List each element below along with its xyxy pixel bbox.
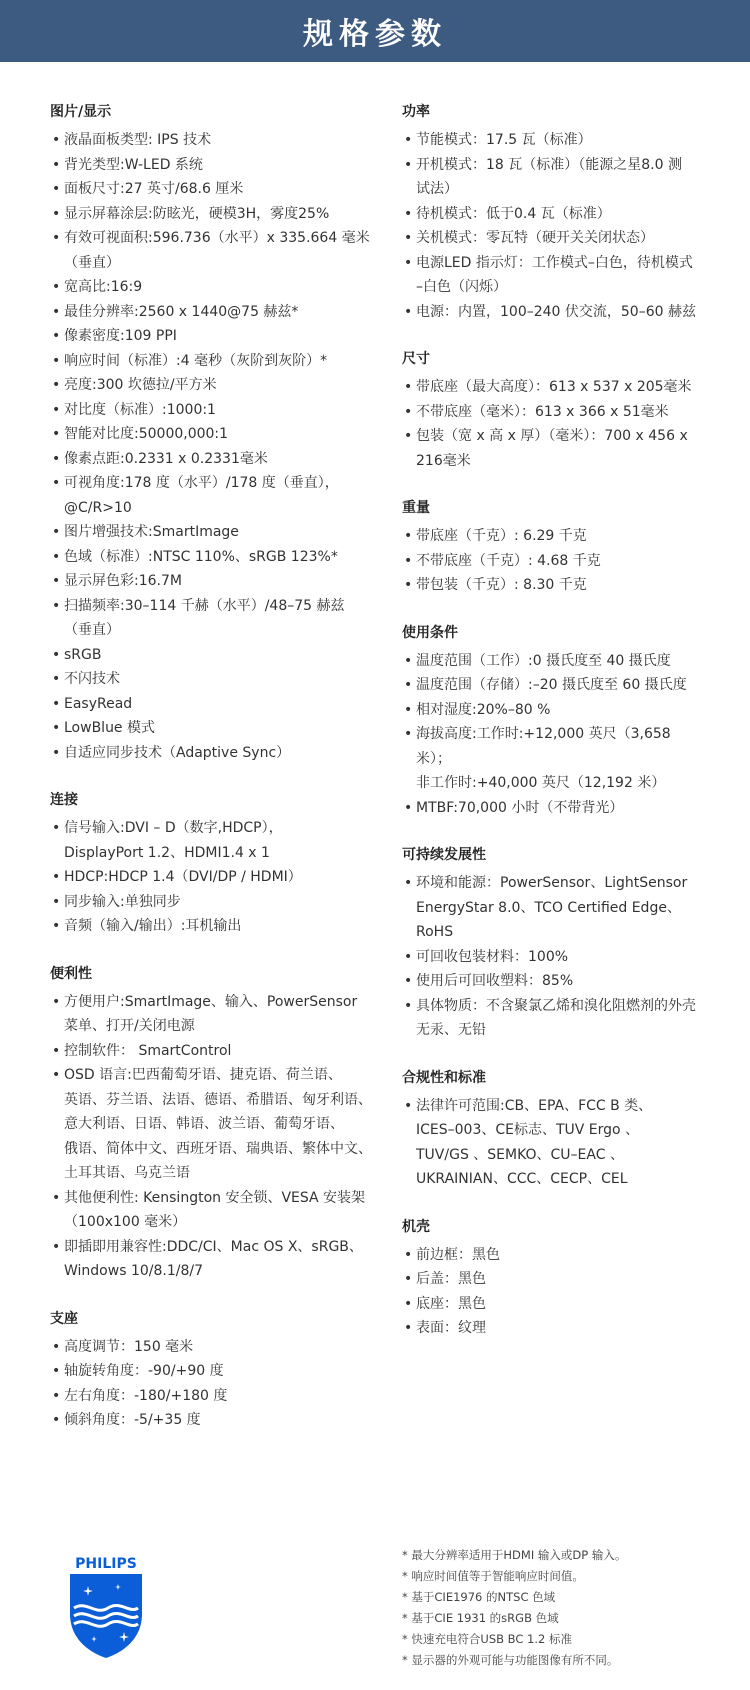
spec-item bbox=[50, 1335, 375, 1360]
spec-item bbox=[50, 520, 375, 545]
spec-list bbox=[402, 871, 702, 1043]
spec-item-text: • 不带底座（毫米）：613 x 366 x 51毫米 bbox=[416, 403, 669, 420]
spec-item-text: • 关机模式：零瓦特（硬开关关闭状态） bbox=[416, 230, 654, 246]
spec-item-text: • 电源LED 指示灯：工作模式–白色，待机模式 bbox=[416, 254, 693, 271]
spec-column-right bbox=[402, 100, 702, 1364]
spec-item-text: • 宽高比:16:9 bbox=[64, 279, 143, 295]
spec-list bbox=[50, 816, 375, 939]
spec-list bbox=[402, 524, 702, 598]
spec-item bbox=[50, 1408, 375, 1433]
spec-item bbox=[50, 447, 375, 472]
spec-item-text: • 色域（标准）:NTSC 110%、sRGB 123%* bbox=[64, 548, 338, 565]
section-title: 便利性 bbox=[50, 965, 92, 982]
spec-item bbox=[50, 1359, 375, 1384]
spec-item-text: • 使用后可回收塑料：85% bbox=[416, 973, 574, 989]
spec-item bbox=[50, 398, 375, 423]
spec-item bbox=[50, 865, 375, 890]
spec-item-text: • 法律许可范围:CB、EPA、FCC B 类、 bbox=[416, 1097, 653, 1114]
spec-list bbox=[50, 128, 375, 765]
spec-item-text: • 后盖：黑色 bbox=[416, 1271, 486, 1287]
spec-item bbox=[402, 1243, 702, 1268]
spec-item bbox=[50, 349, 375, 374]
spec-item-text: • 可视角度:178 度（水平）/178 度（垂直）， bbox=[64, 475, 339, 491]
section-title: 连接 bbox=[50, 792, 78, 808]
spec-item bbox=[402, 722, 702, 796]
spec-item-text: • 控制软件： SmartControl bbox=[64, 1042, 232, 1059]
footnotes bbox=[402, 1545, 722, 1671]
spec-item bbox=[402, 128, 702, 153]
spec-section bbox=[402, 1066, 702, 1192]
spec-item-text: • 带底座（最大高度）：613 x 537 x 205毫米 bbox=[416, 379, 692, 395]
spec-item-text: （100x100 毫米） bbox=[64, 1214, 187, 1230]
spec-item bbox=[50, 1186, 375, 1235]
footnote: * 快速充电符合USB BC 1.2 标准 bbox=[402, 1632, 572, 1646]
spec-item-text: （垂直） bbox=[64, 622, 120, 638]
spec-item-text: • 亮度:300 坎德拉/平方米 bbox=[64, 377, 217, 393]
spec-list bbox=[50, 990, 375, 1284]
spec-item-text: • sRGB bbox=[64, 646, 102, 663]
spec-item-text: • 温度范围（存储）:–20 摄氏度至 60 摄氏度 bbox=[416, 677, 687, 693]
spec-item-text: • 可回收包装材料：100% bbox=[416, 948, 569, 965]
spec-item bbox=[50, 594, 375, 643]
spec-item bbox=[50, 545, 375, 570]
spec-item-text: TUV/GS 、SEMKO、CU–EAC 、 bbox=[416, 1146, 624, 1163]
spec-item-text: • 表面：纹理 bbox=[416, 1320, 486, 1336]
spec-item bbox=[50, 202, 375, 227]
spec-item bbox=[50, 692, 375, 717]
spec-section bbox=[402, 100, 702, 324]
spec-section bbox=[402, 496, 702, 598]
spec-item-text: • 不带底座（千克）: 4.68 千克 bbox=[416, 552, 601, 569]
spec-item-text: • 包装（宽 x 高 x 厚）（毫米）：700 x 456 x bbox=[416, 428, 688, 444]
spec-item-text: • 智能对比度:50000,000:1 bbox=[64, 426, 229, 442]
spec-item bbox=[50, 990, 375, 1039]
spec-item-text: • OSD 语言:巴西葡萄牙语、捷克语、荷兰语、 bbox=[64, 1067, 342, 1083]
spec-item bbox=[402, 153, 702, 202]
spec-item-text: （垂直） bbox=[64, 254, 120, 271]
spec-item bbox=[50, 153, 375, 178]
philips-brand-text: PHILIPS bbox=[75, 1556, 137, 1572]
spec-item bbox=[50, 324, 375, 349]
spec-item-text: 英语、芬兰语、法语、德语、希腊语、匈牙利语、 bbox=[64, 1091, 372, 1108]
spec-item-text: • 带包装（千克）: 8.30 千克 bbox=[416, 577, 587, 593]
spec-item-text: • 像素密度:109 PPI bbox=[64, 328, 177, 344]
section-title: 支座 bbox=[50, 1310, 78, 1327]
spec-item-text: • 音频（输入/输出）:耳机输出 bbox=[64, 918, 242, 934]
spec-item-text: • 自适应同步技术（Adaptive Sync） bbox=[64, 744, 291, 761]
spec-item-text: • 对比度（标准）:1000:1 bbox=[64, 401, 216, 418]
spec-item-text: • 温度范围（工作）:0 摄氏度至 40 摄氏度 bbox=[416, 652, 671, 669]
spec-item bbox=[50, 226, 375, 275]
spec-item bbox=[402, 524, 702, 549]
spec-item bbox=[50, 716, 375, 741]
spec-item-text: DisplayPort 1.2、HDMI1.4 x 1 bbox=[64, 844, 270, 861]
section-title: 重量 bbox=[402, 500, 430, 516]
spec-item bbox=[402, 969, 702, 994]
spec-item bbox=[402, 375, 702, 400]
spec-item-text: • 其他便利性: Kensington 安全锁、VESA 安装架 bbox=[64, 1189, 366, 1206]
spec-item-text: 俄语、简体中文、西班牙语、瑞典语、繁体中文、 bbox=[64, 1140, 372, 1157]
spec-item-text: • 像素点距:0.2331 x 0.2331毫米 bbox=[64, 450, 268, 467]
spec-item bbox=[402, 202, 702, 227]
spec-item-text: • 同步输入:单独同步 bbox=[64, 893, 181, 910]
spec-item bbox=[50, 1384, 375, 1409]
spec-item bbox=[402, 300, 702, 325]
spec-item bbox=[402, 1267, 702, 1292]
spec-item-text: • 信号输入:DVI – D（数字,HDCP）， bbox=[64, 820, 283, 836]
spec-item-text: • 显示屏色彩:16.7M bbox=[64, 573, 182, 589]
spec-item bbox=[402, 424, 702, 473]
section-title: 合规性和标准 bbox=[402, 1069, 486, 1086]
spec-item bbox=[402, 251, 702, 300]
spec-list bbox=[402, 128, 702, 324]
spec-item-text: 意大利语、日语、韩语、波兰语、葡萄牙语、 bbox=[64, 1116, 344, 1132]
spec-item bbox=[50, 643, 375, 668]
spec-item bbox=[402, 698, 702, 723]
spec-section bbox=[402, 621, 702, 821]
spec-item-text: 土耳其语、乌克兰语 bbox=[64, 1165, 190, 1181]
spec-item-text: • 具体物质：不含聚氯乙烯和溴化阻燃剂的外壳 bbox=[416, 997, 696, 1014]
section-title: 图片/显示 bbox=[50, 104, 112, 120]
spec-item bbox=[50, 1063, 375, 1186]
spec-item bbox=[50, 373, 375, 398]
spec-item-text: UKRAINIAN、CCC、CECP、CEL bbox=[416, 1171, 628, 1187]
spec-item-text: • LowBlue 模式 bbox=[64, 720, 155, 736]
spec-item bbox=[50, 1039, 375, 1064]
spec-item-text: • 背光类型:W-LED 系统 bbox=[64, 156, 203, 173]
spec-item-text: • 响应时间（标准）:4 毫秒（灰阶到灰阶）* bbox=[64, 352, 328, 369]
section-title: 尺寸 bbox=[402, 351, 430, 367]
spec-list bbox=[50, 1335, 375, 1433]
spec-item bbox=[402, 945, 702, 970]
section-title: 机壳 bbox=[402, 1218, 430, 1235]
spec-item-text: • 带底座（千克）: 6.29 千克 bbox=[416, 528, 587, 544]
spec-item-text: • 前边框：黑色 bbox=[416, 1246, 500, 1263]
footnote: * 响应时间值等于智能响应时间值。 bbox=[402, 1569, 584, 1583]
spec-item-text: • 扫描频率:30–114 千赫（水平）/48–75 赫兹 bbox=[64, 597, 345, 614]
spec-item-text: • 有效可视面积:596.736（水平）x 335.664 毫米 bbox=[64, 230, 370, 246]
spec-section bbox=[50, 100, 375, 765]
spec-item-text: • 方便用户:SmartImage、输入、PowerSensor bbox=[64, 993, 358, 1010]
spec-item bbox=[50, 471, 375, 520]
spec-item bbox=[402, 673, 702, 698]
spec-item-text: RoHS bbox=[416, 924, 454, 940]
spec-item-text: • 相对湿度:20%–80 % bbox=[416, 701, 551, 718]
spec-item-text: 试法） bbox=[416, 181, 458, 197]
footnote: * 基于CIE1976 的NTSC 色域 bbox=[402, 1590, 556, 1604]
section-title: 功率 bbox=[402, 104, 430, 120]
spec-item bbox=[50, 177, 375, 202]
spec-item-text: 无汞、无铅 bbox=[416, 1022, 486, 1038]
spec-item bbox=[402, 649, 702, 674]
spec-item-text: • 最佳分辨率:2560 x 1440@75 赫兹* bbox=[64, 303, 299, 320]
spec-list bbox=[402, 375, 702, 473]
spec-column-left bbox=[50, 100, 375, 1456]
spec-item bbox=[402, 1316, 702, 1341]
spec-item bbox=[50, 275, 375, 300]
spec-section bbox=[402, 843, 702, 1043]
spec-section bbox=[50, 788, 375, 939]
spec-item-text: • 待机模式：低于0.4 瓦（标准） bbox=[416, 205, 611, 222]
spec-item-text: 非工作时:+40,000 英尺（12,192 米） bbox=[416, 775, 666, 791]
footnote: * 显示器的外观可能与功能图像有所不同。 bbox=[402, 1653, 619, 1667]
spec-item-text: • 海拔高度:工作时:+12,000 英尺（3,658米）； bbox=[416, 726, 671, 767]
footnote: * 最大分辨率适用于HDMI 输入或DP 输入。 bbox=[402, 1548, 627, 1562]
spec-item-text: • 电源：内置，100–240 伏交流，50–60 赫兹 bbox=[416, 303, 696, 320]
spec-item bbox=[402, 549, 702, 574]
section-title: 使用条件 bbox=[402, 624, 458, 641]
spec-item bbox=[50, 816, 375, 865]
spec-item bbox=[50, 300, 375, 325]
spec-item-text: • 环境和能源：PowerSensor、LightSensor bbox=[416, 875, 688, 891]
spec-item bbox=[50, 890, 375, 915]
spec-item bbox=[402, 573, 702, 598]
spec-item bbox=[50, 128, 375, 153]
spec-item-text: Windows 10/8.1/8/7 bbox=[64, 1263, 203, 1279]
spec-item-text: • 开机模式：18 瓦（标准）（能源之星8.0 测 bbox=[416, 156, 682, 173]
spec-item bbox=[402, 796, 702, 821]
philips-shield-logo bbox=[66, 1552, 146, 1660]
spec-item-text: • MTBF:70,000 小时（不带背光） bbox=[416, 799, 624, 816]
spec-item-text: ICES–003、CE标志、TUV Ergo 、 bbox=[416, 1122, 640, 1138]
spec-item bbox=[50, 569, 375, 594]
spec-list bbox=[402, 1243, 702, 1341]
spec-item-text: EnergyStar 8.0、TCO Certified Edge、 bbox=[416, 899, 681, 916]
spec-section bbox=[402, 1215, 702, 1341]
page-header bbox=[0, 0, 750, 62]
spec-section bbox=[402, 347, 702, 473]
spec-item-text: • HDCP:HDCP 1.4（DVI/DP / HDMI） bbox=[64, 869, 302, 885]
spec-item-text: • 节能模式：17.5 瓦（标准） bbox=[416, 132, 592, 148]
spec-item bbox=[50, 422, 375, 447]
spec-list bbox=[402, 1094, 702, 1192]
spec-item-text: • 不闪技术 bbox=[64, 671, 120, 687]
spec-item-text: • 左右角度：-180/+180 度 bbox=[64, 1387, 228, 1404]
section-title: 可持续发展性 bbox=[402, 847, 486, 863]
spec-item-text: • 图片增强技术:SmartImage bbox=[64, 524, 239, 540]
page-title: 规格参数 bbox=[303, 17, 447, 52]
spec-item-text: • EasyRead bbox=[64, 695, 133, 712]
spec-item bbox=[402, 1094, 702, 1192]
spec-item-text: • 轴旋转角度：-90/+90 度 bbox=[64, 1363, 224, 1379]
spec-item bbox=[50, 914, 375, 939]
spec-section bbox=[50, 962, 375, 1284]
spec-item-text: • 即插即用兼容性:DDC/CI、Mac OS X、sRGB、 bbox=[64, 1238, 363, 1255]
spec-item-text: • 倾斜角度：-5/+35 度 bbox=[64, 1412, 201, 1428]
footnote: * 基于CIE 1931 的sRGB 色域 bbox=[402, 1611, 559, 1625]
spec-item bbox=[50, 667, 375, 692]
spec-item-text: • 显示屏幕涂层:防眩光，硬模3H，雾度25% bbox=[64, 205, 330, 222]
spec-item-text: @C/R>10 bbox=[64, 499, 132, 516]
spec-item bbox=[402, 871, 702, 945]
spec-item-text: –白色（闪烁） bbox=[416, 279, 507, 295]
spec-item-text: 216毫米 bbox=[416, 452, 471, 469]
spec-item-text: • 液晶面板类型: IPS 技术 bbox=[64, 132, 212, 148]
spec-item-text: • 底座：黑色 bbox=[416, 1295, 486, 1312]
spec-item bbox=[50, 741, 375, 766]
spec-list bbox=[402, 649, 702, 821]
spec-item-text: • 高度调节：150 毫米 bbox=[64, 1338, 194, 1355]
spec-item-text: 菜单、打开/关闭电源 bbox=[64, 1018, 195, 1034]
spec-section bbox=[50, 1307, 375, 1433]
spec-item bbox=[402, 226, 702, 251]
spec-item bbox=[50, 1235, 375, 1284]
spec-item bbox=[402, 1292, 702, 1317]
spec-item bbox=[402, 400, 702, 425]
spec-item-text: • 面板尺寸:27 英寸/68.6 厘米 bbox=[64, 181, 244, 197]
spec-item bbox=[402, 994, 702, 1043]
